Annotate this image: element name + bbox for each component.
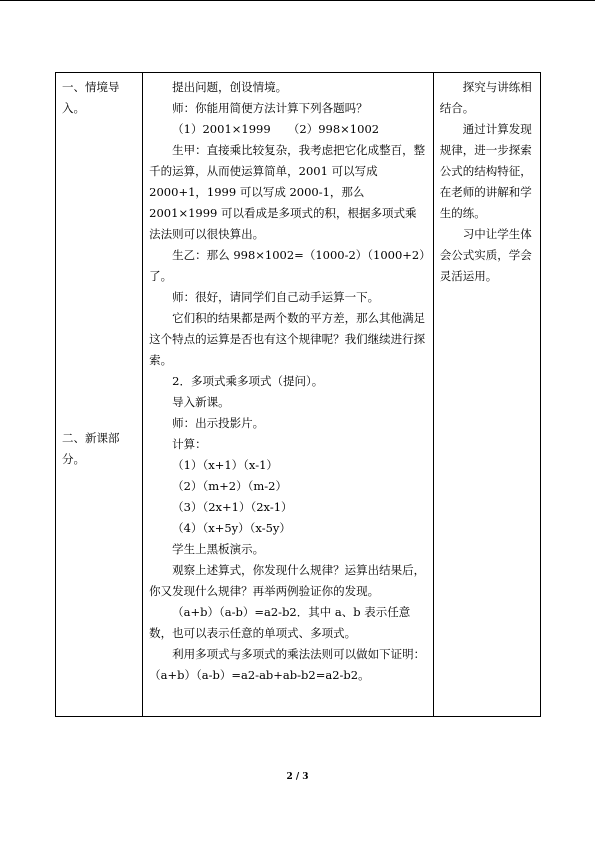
para: 计算： [172, 437, 207, 451]
para: （2）（m+2）（m-2） [172, 479, 287, 493]
table-row [56, 73, 541, 717]
para: 师：出示投影片。 [172, 416, 265, 430]
para: 它们积的结果都是两个数的平方差，那么其他满足这个特点的运算是否也有这个规律呢？我们继续进行探索。 [149, 311, 426, 367]
para: （3）（2x+1）（2x-1） [172, 500, 293, 514]
para: 导入新课。 [172, 395, 230, 409]
purpose-cell [433, 73, 540, 717]
lesson-table [55, 72, 541, 717]
para: 师：你能用简便方法计算下列各题吗？ [172, 101, 368, 115]
para: 通过计算发现规律，进一步探索公式的结构特征，在老师的讲解和学生的练。 [439, 122, 532, 220]
para: 生乙：那么 998×1002=（1000-2）（1000+2）了。 [149, 248, 426, 283]
para: 提出问题，创设情境。 [172, 80, 288, 94]
para: （4）（x+5y）（x-5y） [172, 521, 291, 535]
top-rule [0, 0, 595, 1]
para: 2．多项式乘多项式（提问）。 [172, 374, 324, 388]
para: 探究与讲练相结合。 [439, 80, 532, 115]
para: （1）2001×1999 （2）998×1002 [172, 122, 380, 136]
stage-new-lesson: 二、新课部分。 [62, 431, 120, 466]
para: 利用多项式与多项式的乘法法则可以做如下证明：（a+b）（a-b）=a2-ab+ab-b2=a2-b2。 [149, 647, 426, 682]
para: 观察上述算式，你发现什么规律？运算出结果后，你又发现什么规律？再举两例验证你的发现。 [149, 563, 426, 598]
page-number: 2 / 3 [286, 772, 309, 782]
para: 师：很好，请同学们自己动手运算一下。 [172, 290, 380, 304]
para: 学生上黑板演示。 [172, 542, 265, 556]
para: 生甲：直接乘比较复杂，我考虑把它化成整百，整千的运算，从而使运算简单，2001 可以写成 2000+1，1999 可以写成 2000-1，那么 2001×1999 可以看成是多项式的积，根据多项式乘法法则可以很快算出。 [149, 143, 426, 241]
stage-cell [56, 73, 143, 717]
content-cell [143, 73, 434, 717]
stage-intro: 一、情境导入。 [62, 80, 120, 115]
para: （a+b）（a-b）=a2-b2．其中 a、b 表示任意数，也可以表示任意的单项式、多项式。 [149, 605, 411, 640]
para: 习中让学生体会公式实质，学会灵活运用。 [439, 227, 532, 283]
para: （1）（x+1）（x-1） [172, 458, 278, 472]
